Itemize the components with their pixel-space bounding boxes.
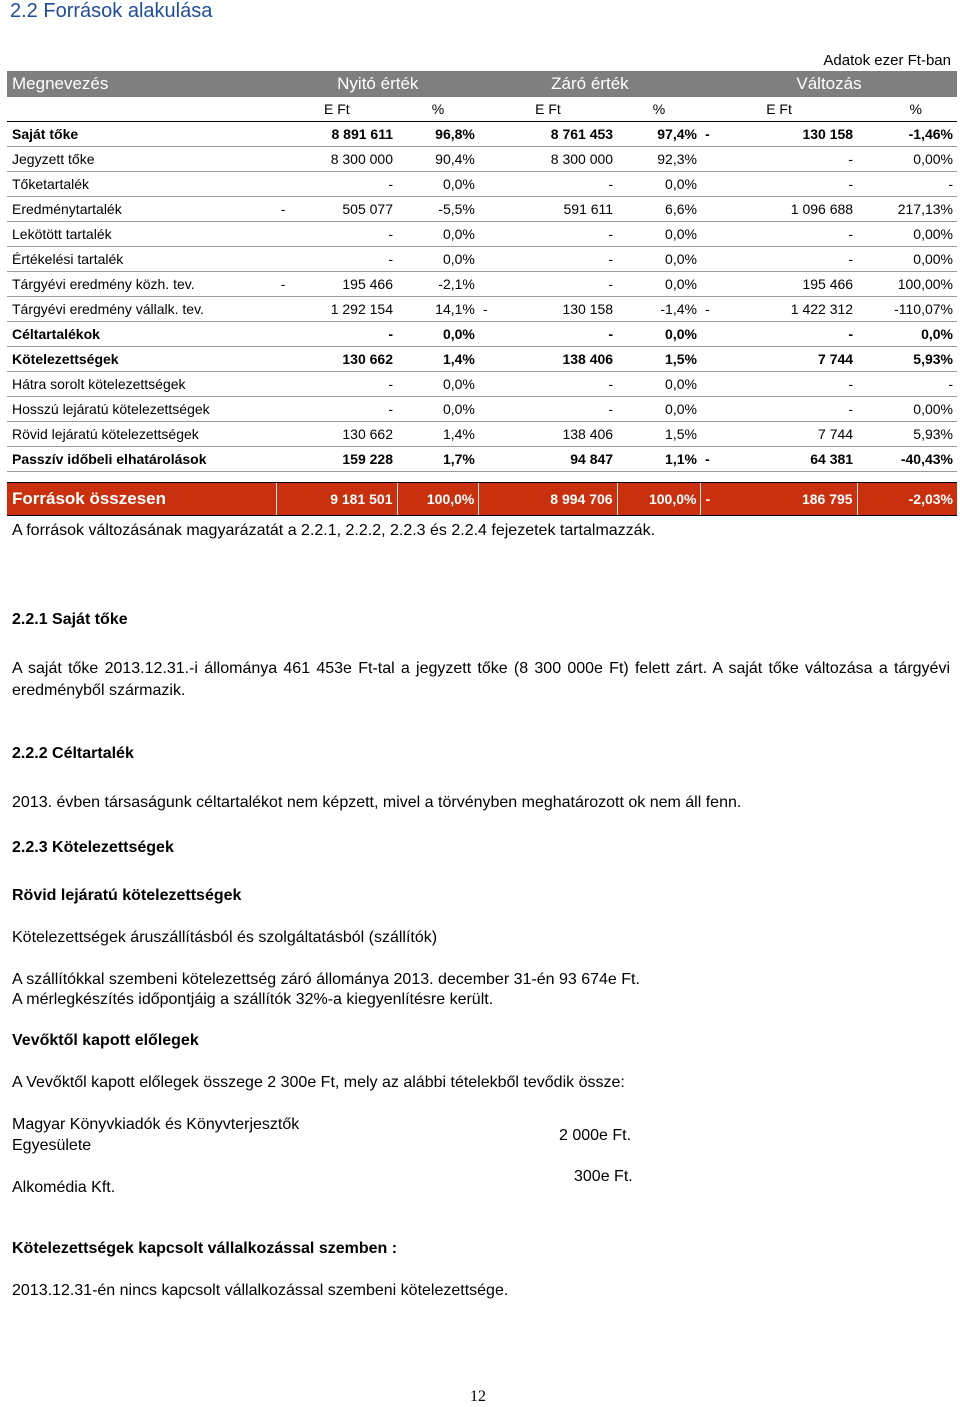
table-row xyxy=(7,197,957,222)
cell-change-value: 1 096 688 xyxy=(715,197,857,222)
cell-closing-value: 8 761 453 xyxy=(493,122,617,147)
cell-closing-pct: 0,0% xyxy=(617,322,701,347)
cell-change-value: 1 422 312 xyxy=(715,297,857,322)
cell-closing-sign xyxy=(479,247,493,272)
equity-paragraph: A saját tőke 2013.12.31.-i állománya 461 453e Ft-tal a jegyzett tőke (8 300 000e Ft) felett zárt. A saját tőke változása a tárgyévi eredményből származik. xyxy=(12,660,950,699)
cell-opening-pct: 1,4% xyxy=(397,422,479,447)
cell-closing-pct: 1,5% xyxy=(617,347,701,372)
cell-opening-pct: 0,0% xyxy=(397,247,479,272)
cell-change-pct: -40,43% xyxy=(857,447,957,472)
advance-item-1-name-line1: Magyar Könyvkiadók és Könyvterjesztők xyxy=(12,1116,300,1133)
page-number: 12 xyxy=(470,1388,486,1405)
cell-change-pct: 0,0% xyxy=(857,322,957,347)
row-label: Céltartalékok xyxy=(7,322,277,347)
total-opening-pct: 100,0% xyxy=(397,483,479,516)
supplier-line-1: A szállítókkal szembeni kötelezettség záró állománya 2013. december 31-én 93 674e Ft. xyxy=(12,971,640,988)
cell-change-pct: - xyxy=(857,172,957,197)
cell-opening-sign xyxy=(277,372,291,397)
cell-opening-value: 130 662 xyxy=(291,347,397,372)
cell-change-pct: -1,46% xyxy=(857,122,957,147)
cell-closing-pct: -1,4% xyxy=(617,297,701,322)
table-row xyxy=(7,172,957,197)
cell-closing-sign xyxy=(479,172,493,197)
table-row xyxy=(7,397,957,422)
cell-closing-value: 94 847 xyxy=(493,447,617,472)
cell-closing-value: - xyxy=(493,247,617,272)
cell-change-value: 7 744 xyxy=(715,347,857,372)
cell-change-sign xyxy=(701,322,715,347)
cell-change-pct: 0,00% xyxy=(857,222,957,247)
row-label: Saját tőke xyxy=(7,122,277,147)
cell-closing-pct: 0,0% xyxy=(617,272,701,297)
subheader-pct: % xyxy=(617,97,701,122)
supplier-heading: Kötelezettségek áruszállításból és szolgáltatásból (szállítók) xyxy=(12,929,438,946)
cell-opening-value: 130 662 xyxy=(291,422,397,447)
table-row xyxy=(7,247,957,272)
row-label: Tárgyévi eredmény közh. tev. xyxy=(7,272,277,297)
table-row xyxy=(7,347,957,372)
cell-closing-pct: 6,6% xyxy=(617,197,701,222)
cell-opening-pct: 0,0% xyxy=(397,397,479,422)
heading-related: Kötelezettségek kapcsolt vállalkozással szemben : xyxy=(12,1240,398,1257)
cell-change-sign xyxy=(701,222,715,247)
cell-change-value: - xyxy=(715,172,857,197)
cell-opening-sign xyxy=(277,397,291,422)
cell-opening-value: 1 292 154 xyxy=(291,297,397,322)
cell-change-value: 64 381 xyxy=(715,447,857,472)
unit-note: Adatok ezer Ft-ban xyxy=(823,52,951,69)
advance-item-2-name: Alkomédia Kft. xyxy=(12,1179,116,1196)
cell-change-sign xyxy=(701,197,715,222)
cell-opening-pct: 0,0% xyxy=(397,372,479,397)
row-label: Tőketartalék xyxy=(7,172,277,197)
row-label: Jegyzett tőke xyxy=(7,147,277,172)
cell-closing-pct: 92,3% xyxy=(617,147,701,172)
cell-opening-sign xyxy=(277,172,291,197)
cell-closing-value: - xyxy=(493,222,617,247)
subheader-pct: % xyxy=(397,97,479,122)
total-row xyxy=(7,483,957,516)
row-label: Tárgyévi eredmény vállalk. tev. xyxy=(7,297,277,322)
cell-closing-pct: 0,0% xyxy=(617,222,701,247)
table-row xyxy=(7,147,957,172)
cell-change-sign xyxy=(701,272,715,297)
cell-closing-value: - xyxy=(493,322,617,347)
col-header-change: Változás xyxy=(701,71,957,97)
advance-item-1-amount: 2 000e Ft. xyxy=(559,1127,632,1144)
table-subheader-row xyxy=(7,97,957,122)
cell-closing-pct: 0,0% xyxy=(617,397,701,422)
cell-opening-sign xyxy=(277,422,291,447)
cell-change-sign xyxy=(701,347,715,372)
cell-change-value: 7 744 xyxy=(715,422,857,447)
cell-closing-value: - xyxy=(493,372,617,397)
cell-closing-value: 138 406 xyxy=(493,347,617,372)
cell-change-pct: - xyxy=(857,372,957,397)
cell-change-pct: 0,00% xyxy=(857,397,957,422)
total-closing-pct: 100,0% xyxy=(617,483,701,516)
cell-opening-pct: 0,0% xyxy=(397,172,479,197)
col-header-name: Megnevezés xyxy=(7,71,277,97)
subheader-pct: % xyxy=(857,97,957,122)
cell-change-sign xyxy=(701,422,715,447)
table-row xyxy=(7,272,957,297)
cell-change-value: - xyxy=(715,222,857,247)
cell-closing-value: - xyxy=(493,272,617,297)
advance-item-1-name-line2: Egyesülete xyxy=(12,1137,92,1154)
supplier-line-2: A mérlegkészítés időpontjáig a szállítók 32%-a kiegyenlítésre került. xyxy=(12,991,494,1008)
cell-opening-sign: - xyxy=(277,272,291,297)
cell-closing-value: 138 406 xyxy=(493,422,617,447)
cell-closing-pct: 1,1% xyxy=(617,447,701,472)
col-header-opening: Nyitó érték xyxy=(277,71,479,97)
cell-change-value: - xyxy=(715,372,857,397)
cell-opening-sign xyxy=(277,222,291,247)
total-change-sign: - xyxy=(701,483,715,516)
cell-opening-value: 195 466 xyxy=(291,272,397,297)
cell-opening-pct: 1,7% xyxy=(397,447,479,472)
table-row xyxy=(7,422,957,447)
cell-change-sign: - xyxy=(701,447,715,472)
heading-221: 2.2.1 Saját tőke xyxy=(12,611,128,628)
cell-closing-pct: 1,5% xyxy=(617,422,701,447)
cell-closing-sign xyxy=(479,372,493,397)
cell-closing-pct: 0,0% xyxy=(617,372,701,397)
row-label: Hátra sorolt kötelezettségek xyxy=(7,372,277,397)
cell-opening-sign xyxy=(277,122,291,147)
subheader-eft: E Ft xyxy=(479,97,617,122)
row-label: Lekötött tartalék xyxy=(7,222,277,247)
cell-change-pct: 5,93% xyxy=(857,422,957,447)
cell-opening-value: - xyxy=(291,222,397,247)
cell-change-sign: - xyxy=(701,122,715,147)
cell-change-sign: - xyxy=(701,297,715,322)
related-paragraph: 2013.12.31-én nincs kapcsolt vállalkozással szembeni kötelezettsége. xyxy=(12,1282,509,1299)
cell-closing-value: 8 300 000 xyxy=(493,147,617,172)
row-label: Hosszú lejáratú kötelezettségek xyxy=(7,397,277,422)
total-label: Források összesen xyxy=(7,483,277,516)
cell-opening-pct: -2,1% xyxy=(397,272,479,297)
sources-explanation: A források változásának magyarázatát a 2.2.1, 2.2.2, 2.2.3 és 2.2.4 fejezetek tartalmazzák. xyxy=(12,522,656,539)
cell-opening-sign xyxy=(277,447,291,472)
row-label: Értékelési tartalék xyxy=(7,247,277,272)
row-label: Eredménytartalék xyxy=(7,197,277,222)
cell-opening-pct: 14,1% xyxy=(397,297,479,322)
cell-opening-value: - xyxy=(291,397,397,422)
cell-opening-value: - xyxy=(291,372,397,397)
cell-opening-sign xyxy=(277,247,291,272)
cell-change-pct: -110,07% xyxy=(857,297,957,322)
cell-change-value: 130 158 xyxy=(715,122,857,147)
row-label: Rövid lejáratú kötelezettségek xyxy=(7,422,277,447)
sources-table xyxy=(7,71,957,516)
heading-advances: Vevőktől kapott előlegek xyxy=(12,1032,199,1049)
total-change-value: 186 795 xyxy=(715,483,857,516)
cell-change-pct: 217,13% xyxy=(857,197,957,222)
table-header-row xyxy=(7,71,957,97)
cell-closing-sign xyxy=(479,397,493,422)
total-change-pct: -2,03% xyxy=(857,483,957,516)
advance-item-2-amount: 300e Ft. xyxy=(574,1168,633,1185)
table-row xyxy=(7,297,957,322)
subheader-eft: E Ft xyxy=(277,97,397,122)
cell-opening-pct: 0,0% xyxy=(397,322,479,347)
cell-change-sign xyxy=(701,397,715,422)
cell-opening-value: - xyxy=(291,172,397,197)
cell-opening-sign xyxy=(277,297,291,322)
advances-paragraph: A Vevőktől kapott előlegek összege 2 300e Ft, mely az alábbi tételekből tevődik össze: xyxy=(12,1074,625,1091)
cell-opening-pct: -5,5% xyxy=(397,197,479,222)
cell-change-sign xyxy=(701,172,715,197)
cell-closing-sign xyxy=(479,347,493,372)
cell-closing-pct: 0,0% xyxy=(617,247,701,272)
cell-closing-sign xyxy=(479,197,493,222)
cell-closing-value: 591 611 xyxy=(493,197,617,222)
cell-closing-sign xyxy=(479,422,493,447)
table-row xyxy=(7,122,957,147)
row-label: Passzív időbeli elhatárolások xyxy=(7,447,277,472)
cell-opening-sign xyxy=(277,347,291,372)
table-row xyxy=(7,222,957,247)
cell-opening-sign: - xyxy=(277,197,291,222)
cell-opening-value: 8 891 611 xyxy=(291,122,397,147)
col-header-closing: Záró érték xyxy=(479,71,701,97)
heading-short-term: Rövid lejáratú kötelezettségek xyxy=(12,887,242,904)
cell-closing-sign xyxy=(479,322,493,347)
cell-change-pct: 0,00% xyxy=(857,147,957,172)
section-title: 2.2 Források alakulása xyxy=(10,0,213,22)
cell-change-pct: 100,00% xyxy=(857,272,957,297)
cell-opening-sign xyxy=(277,147,291,172)
cell-opening-value: - xyxy=(291,247,397,272)
heading-223: 2.2.3 Kötelezettségek xyxy=(12,839,174,856)
cell-closing-sign xyxy=(479,147,493,172)
cell-closing-sign xyxy=(479,122,493,147)
cell-opening-pct: 90,4% xyxy=(397,147,479,172)
cell-opening-pct: 96,8% xyxy=(397,122,479,147)
cell-opening-value: - xyxy=(291,322,397,347)
total-opening-value: 9 181 501 xyxy=(291,483,397,516)
cell-change-value: - xyxy=(715,322,857,347)
cell-closing-pct: 97,4% xyxy=(617,122,701,147)
table-row xyxy=(7,447,957,472)
table-row xyxy=(7,322,957,347)
cell-closing-sign xyxy=(479,222,493,247)
cell-closing-pct: 0,0% xyxy=(617,172,701,197)
table-row xyxy=(7,372,957,397)
cell-opening-value: 159 228 xyxy=(291,447,397,472)
cell-closing-value: - xyxy=(493,397,617,422)
cell-change-value: 195 466 xyxy=(715,272,857,297)
cell-change-value: - xyxy=(715,397,857,422)
cell-opening-value: 505 077 xyxy=(291,197,397,222)
cell-closing-value: - xyxy=(493,172,617,197)
cell-closing-sign xyxy=(479,447,493,472)
total-closing-value: 8 994 706 xyxy=(493,483,617,516)
cell-change-pct: 0,00% xyxy=(857,247,957,272)
cell-change-sign xyxy=(701,247,715,272)
heading-222: 2.2.2 Céltartalék xyxy=(12,745,134,762)
cell-closing-sign: - xyxy=(479,297,493,322)
subheader-eft: E Ft xyxy=(701,97,857,122)
cell-closing-sign xyxy=(479,272,493,297)
row-label: Kötelezettségek xyxy=(7,347,277,372)
cell-change-pct: 5,93% xyxy=(857,347,957,372)
provision-paragraph: 2013. évben társaságunk céltartalékot nem képzett, mivel a törvényben meghatározott ok nem áll fenn. xyxy=(12,794,742,811)
cell-opening-pct: 1,4% xyxy=(397,347,479,372)
cell-change-value: - xyxy=(715,147,857,172)
cell-change-value: - xyxy=(715,247,857,272)
cell-opening-sign xyxy=(277,322,291,347)
cell-opening-value: 8 300 000 xyxy=(291,147,397,172)
cell-closing-value: 130 158 xyxy=(493,297,617,322)
cell-change-sign xyxy=(701,147,715,172)
cell-opening-pct: 0,0% xyxy=(397,222,479,247)
cell-change-sign xyxy=(701,372,715,397)
